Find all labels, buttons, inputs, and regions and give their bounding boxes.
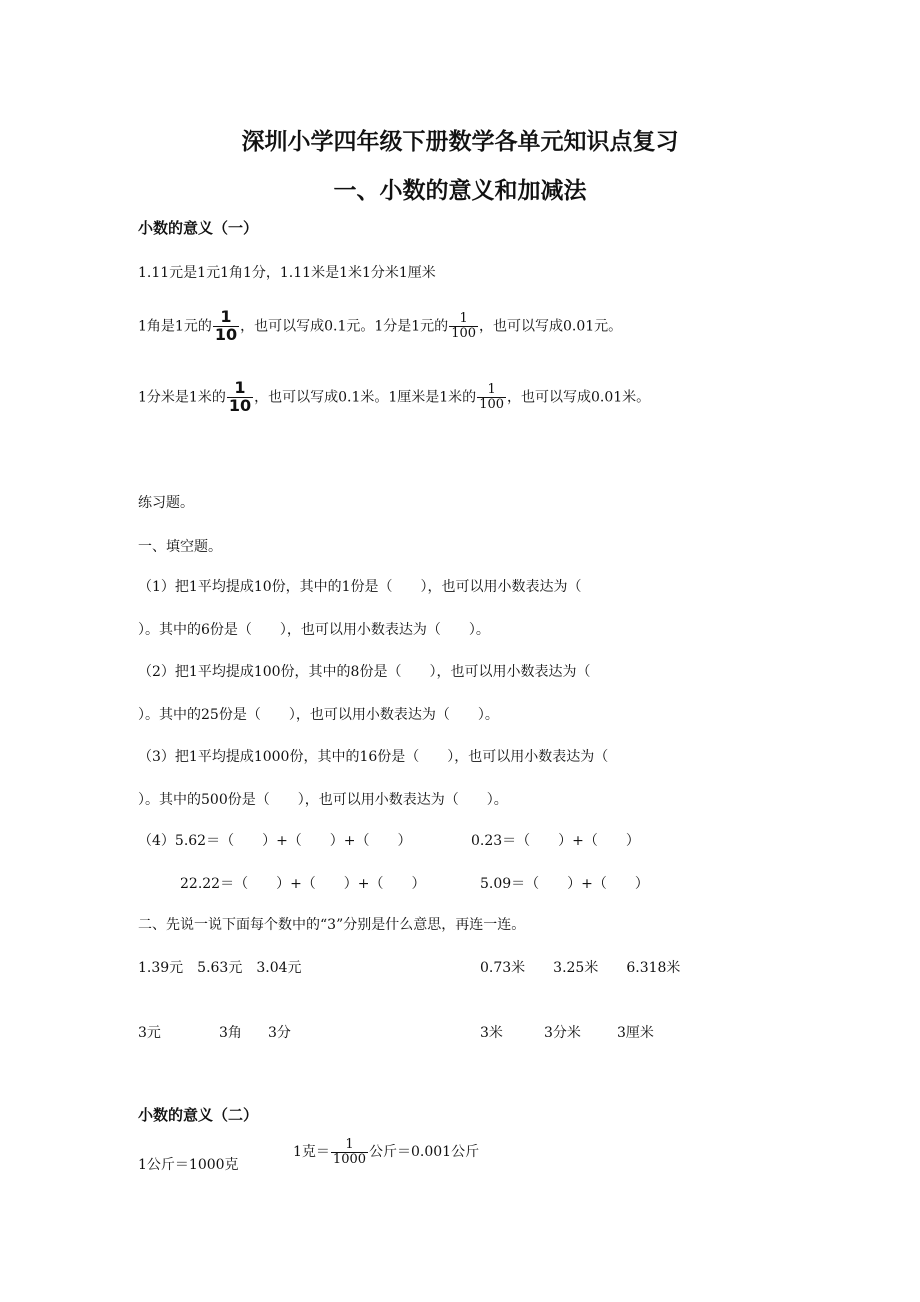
- gram-kilogram-equation: [293, 1138, 479, 1166]
- question-1-line-2: ）。其中的6份是（ ），也可以用小数表达为（ ）。: [138, 622, 490, 638]
- fraction-one-hundredth: [449, 312, 478, 340]
- text-part: 1克＝: [293, 1144, 330, 1161]
- section-heading-2: 小数的意义（二）: [138, 1106, 259, 1124]
- text-part: 公斤＝0.001公斤: [369, 1144, 480, 1161]
- text-part: 1分米是1米的: [138, 389, 226, 406]
- text-part: ，也可以写成0.01元。: [479, 318, 623, 335]
- fraction-numerator: 1: [331, 1138, 368, 1153]
- matching-answer: 3分: [268, 1025, 291, 1041]
- section-heading-1: 小数的意义（一）: [138, 219, 259, 237]
- fraction-numerator: 1: [213, 309, 239, 327]
- matching-title: 二、先说一说下面每个数中的“3”分别是什么意思，再连一连。: [138, 917, 526, 933]
- matching-answer: 3分米: [544, 1025, 581, 1041]
- matching-answer: 3米: [480, 1025, 503, 1041]
- question-4-expr-a: （4）5.62＝（ ）+（ ）+（ ）: [138, 833, 412, 849]
- question-4-expr-b: 0.23＝（ ）+（ ）: [471, 833, 640, 849]
- text-part: ，也可以写成0.01米。: [507, 389, 651, 406]
- chapter-title: 一、小数的意义和加减法: [333, 178, 587, 204]
- money-length-line: 1.11元是1元1角1分，1.11米是1米1分米1厘米: [138, 265, 436, 281]
- text-part: 1角是1元的: [138, 318, 212, 335]
- matching-answer: 3元: [138, 1025, 161, 1041]
- text-part: ，也可以写成0.1米。1厘米是1米的: [254, 389, 477, 406]
- fraction-numerator: 1: [449, 312, 478, 327]
- matching-answer: 3角: [219, 1025, 242, 1041]
- fraction-denominator: 10: [228, 395, 252, 415]
- question-4-expr-d: 5.09＝（ ）+（ ）: [480, 876, 649, 892]
- question-3-line-2: ）。其中的500份是（ ），也可以用小数表达为（ ）。: [138, 792, 508, 808]
- kilogram-gram-equation: 1公斤＝1000克: [138, 1157, 239, 1173]
- question-4-expr-c: 22.22＝（ ）+（ ）+（ ）: [180, 876, 426, 892]
- question-1-line-1: （1）把1平均提成10份，其中的1份是（ ），也可以用小数表达为（: [138, 579, 582, 595]
- practice-label: 练习题。: [138, 495, 194, 511]
- fraction-one-tenth: [227, 380, 253, 415]
- fraction-one-tenth: [213, 309, 239, 344]
- fraction-one-thousandth: [331, 1138, 368, 1166]
- fraction-denominator: 10: [214, 324, 238, 344]
- decimeter-centimeter-line: [138, 380, 650, 415]
- question-2-line-1: （2）把1平均提成100份，其中的8份是（ ），也可以用小数表达为（: [138, 664, 591, 680]
- fraction-denominator: 100: [479, 396, 505, 412]
- question-3-line-1: （3）把1平均提成1000份，其中的16份是（ ），也可以用小数表达为（: [138, 749, 609, 765]
- question-2-line-2: ）。其中的25份是（ ），也可以用小数表达为（ ）。: [138, 707, 499, 723]
- fraction-denominator: 100: [451, 325, 477, 341]
- jiao-fen-line: [138, 309, 622, 344]
- fill-blank-title: 一、填空题。: [138, 539, 222, 555]
- fraction-numerator: 1: [477, 383, 506, 398]
- matching-numbers-yuan: 1.39元 5.63元 3.04元: [138, 960, 302, 976]
- document-title: 深圳小学四年级下册数学各单元知识点复习: [241, 129, 679, 155]
- fraction-numerator: 1: [227, 380, 253, 398]
- matching-numbers-meter: 0.73米 3.25米 6.318米: [480, 960, 681, 976]
- matching-answer: 3厘米: [617, 1025, 654, 1041]
- text-part: ，也可以写成0.1元。1分是1元的: [240, 318, 449, 335]
- fraction-one-hundredth: [477, 383, 506, 411]
- fraction-denominator: 1000: [332, 1151, 367, 1167]
